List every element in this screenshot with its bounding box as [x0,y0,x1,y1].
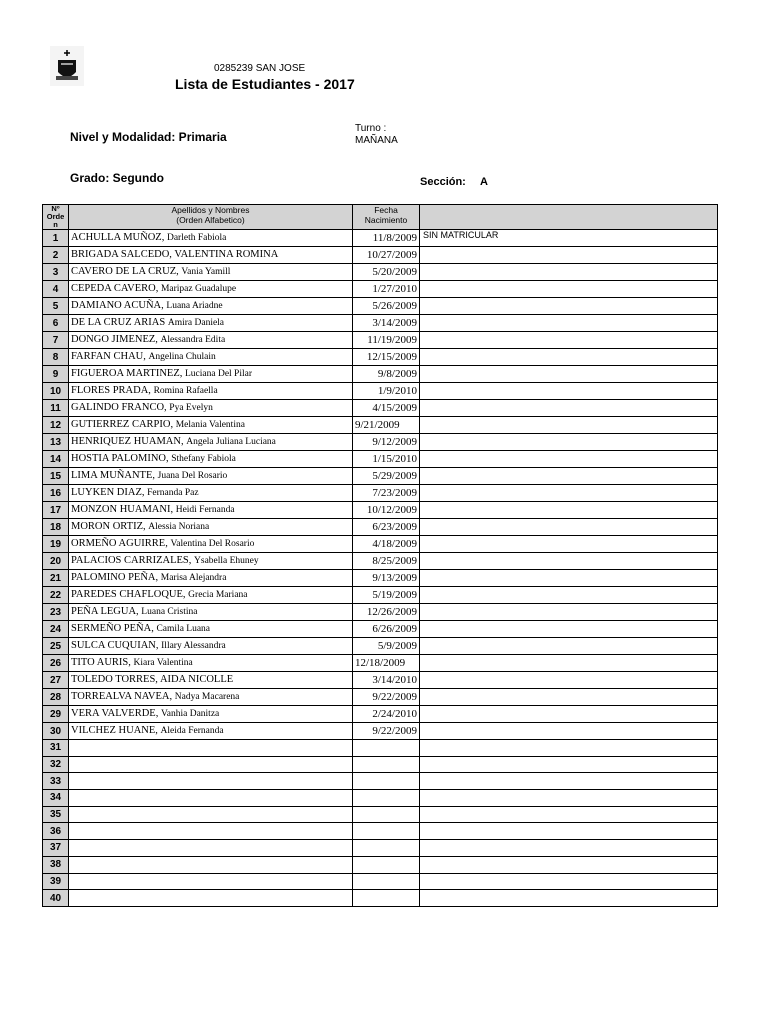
table-row [43,890,718,907]
student-name [69,689,353,706]
student-surname: DE LA CRUZ ARIAS [71,317,166,328]
row-number: 37 [43,840,69,857]
student-surname: GALINDO FRANCO, [71,402,167,413]
birth-date: 11/8/2009 [353,230,420,247]
observation [420,604,718,621]
student-surname: FLORES PRADA, [71,385,151,396]
table-row [43,689,718,706]
student-given-names: Maripaz Guadalupe [160,284,237,294]
observation [420,451,718,468]
student-given-names: Valentina Del Rosario [170,539,255,549]
table-row [43,873,718,890]
observation [420,264,718,281]
observation [420,315,718,332]
table-row [43,840,718,857]
student-name [69,434,353,451]
col-header-date-line2: Nacimiento [364,215,408,225]
student-name [69,536,353,553]
observation [420,655,718,672]
table-header-row [43,205,718,230]
birth-date: 11/19/2009 [353,332,420,349]
birth-date: 5/20/2009 [353,264,420,281]
row-number: 35 [43,806,69,823]
observation [420,740,718,757]
row-number: 14 [43,451,69,468]
table-row [43,519,718,536]
row-number: 32 [43,756,69,773]
student-name [69,672,353,689]
student-surname: VILCHEZ HUANE, [71,725,158,736]
student-given-names: Sthefany Fabiola [171,454,236,464]
birth-date: 6/23/2009 [353,519,420,536]
student-name [69,502,353,519]
table-row [43,638,718,655]
observation [420,298,718,315]
birth-date [353,756,420,773]
birth-date: 10/27/2009 [353,247,420,264]
student-given-names: Romina Rafaella [153,386,218,396]
student-name [69,264,353,281]
table-body [43,230,718,907]
row-number: 28 [43,689,69,706]
student-given-names: Melania Valentina [175,420,245,430]
col-header-name-line1: Apellidos y Nombres [171,205,250,215]
birth-date: 8/25/2009 [353,553,420,570]
col-header-date [353,205,420,230]
table-row [43,604,718,621]
table-row [43,570,718,587]
observation [420,349,718,366]
table-row [43,400,718,417]
student-given-names: Ysabella Ehuney [194,556,259,566]
observation [420,366,718,383]
birth-date: 5/26/2009 [353,298,420,315]
grado-label: Grado: Segundo [70,171,164,185]
student-given-names: Pya Evelyn [169,403,213,413]
student-name [69,723,353,740]
row-number: 20 [43,553,69,570]
student-given-names: Grecia Mariana [188,590,248,600]
observation [420,621,718,638]
student-name [69,706,353,723]
seccion-value: A [480,176,488,188]
student-surname: PAREDES CHAFLOQUE, [71,589,186,600]
table-row [43,366,718,383]
birth-date: 1/27/2010 [353,281,420,298]
student-name [69,366,353,383]
row-number: 4 [43,281,69,298]
birth-date: 5/29/2009 [353,468,420,485]
student-name [69,773,353,790]
student-name [69,417,353,434]
observation [420,281,718,298]
birth-date [353,856,420,873]
student-surname: HOSTIA PALOMINO, [71,453,169,464]
student-surname: DONGO JIMENEZ, [71,334,158,345]
row-number: 5 [43,298,69,315]
birth-date: 7/23/2009 [353,485,420,502]
row-number: 34 [43,790,69,807]
turno-value: MAÑANA [355,135,398,146]
student-given-names: Luana Cristina [141,607,198,617]
student-given-names: Nadya Macarena [174,692,240,702]
table-row [43,806,718,823]
student-name [69,383,353,400]
student-given-names: Amira Daniela [167,318,225,328]
birth-date: 5/9/2009 [353,638,420,655]
col-header-name-line2: (Orden Alfabetico) [176,215,245,225]
birth-date: 9/13/2009 [353,570,420,587]
student-surname: TITO AURIS, [71,657,131,668]
birth-date: 5/19/2009 [353,587,420,604]
observation [420,468,718,485]
observation [420,840,718,857]
row-number: 24 [43,621,69,638]
birth-date: 9/12/2009 [353,434,420,451]
student-name [69,553,353,570]
student-name [69,587,353,604]
student-surname: HENRIQUEZ HUAMAN, [71,436,184,447]
birth-date [353,806,420,823]
student-surname: ORMEÑO AGUIRRE, [71,538,168,549]
observation [420,856,718,873]
birth-date: 1/15/2010 [353,451,420,468]
student-name [69,315,353,332]
table-row [43,264,718,281]
row-number: 17 [43,502,69,519]
table-row [43,536,718,553]
page-title: Lista de Estudiantes - 2017 [175,76,355,92]
student-surname: LIMA MUÑANTE, [71,470,155,481]
student-name [69,400,353,417]
row-number: 7 [43,332,69,349]
birth-date: 9/21/2009 [353,417,420,434]
student-surname: PALOMINO PEÑA, [71,572,159,583]
table-row [43,485,718,502]
observation [420,400,718,417]
table-row [43,451,718,468]
row-number: 33 [43,773,69,790]
col-header-name [69,205,353,230]
table-row [43,773,718,790]
observation [420,536,718,553]
student-name [69,604,353,621]
table-row [43,856,718,873]
row-number: 21 [43,570,69,587]
observation [420,638,718,655]
birth-date [353,840,420,857]
birth-date: 12/15/2009 [353,349,420,366]
row-number: 30 [43,723,69,740]
student-given-names: Vanhia Danitza [160,709,220,719]
observation [420,519,718,536]
birth-date [353,773,420,790]
student-given-names: Angelina Chulain [148,352,216,362]
student-given-names: Fernanda Paz [147,488,199,498]
row-number: 16 [43,485,69,502]
row-number: 26 [43,655,69,672]
table-row [43,587,718,604]
observation [420,434,718,451]
col-header-date-line1: Fecha [374,205,398,215]
table-row [43,230,718,247]
observation [420,485,718,502]
row-number: 27 [43,672,69,689]
row-number: 31 [43,740,69,757]
table-row [43,315,718,332]
student-name [69,281,353,298]
student-given-names: Alessia Noriana [148,522,210,532]
table-row [43,502,718,519]
student-surname: DAMIANO ACUÑA, [71,300,164,311]
birth-date: 4/18/2009 [353,536,420,553]
observation [420,553,718,570]
student-name [69,451,353,468]
student-surname: PALACIOS CARRIZALES, [71,555,192,566]
student-surname: PEÑA LEGUA, [71,606,139,617]
birth-date: 4/15/2009 [353,400,420,417]
student-surname: GUTIERREZ CARPIO, [71,419,174,430]
row-number: 3 [43,264,69,281]
table-row [43,706,718,723]
table-row [43,349,718,366]
observation [420,806,718,823]
table-row [43,281,718,298]
student-name [69,519,353,536]
row-number: 1 [43,230,69,247]
student-surname: FARFAN CHAU, [71,351,146,362]
table-row [43,621,718,638]
student-given-names: Heidi Fernanda [175,505,235,515]
student-surname: CAVERO DE LA CRUZ, [71,266,179,277]
observation [420,873,718,890]
student-name [69,485,353,502]
row-number: 22 [43,587,69,604]
birth-date: 2/24/2010 [353,706,420,723]
observation [420,790,718,807]
birth-date [353,790,420,807]
student-name [69,230,353,247]
birth-date [353,740,420,757]
table-row [43,672,718,689]
student-given-names: Luana Ariadne [166,301,223,311]
student-surname: VERA VALVERDE, [71,708,159,719]
birth-date: 3/14/2010 [353,672,420,689]
birth-date: 10/12/2009 [353,502,420,519]
student-name [69,790,353,807]
observation [420,587,718,604]
student-given-names: Darleth Fabiola [166,233,227,243]
student-given-names: Luciana Del Pilar [185,369,253,379]
row-number: 9 [43,366,69,383]
student-given-names: Camila Luana [156,624,211,634]
table-row [43,417,718,434]
student-given-names: Alessandra Edita [160,335,226,345]
student-name [69,856,353,873]
student-name [69,570,353,587]
school-name: 0285239 SAN JOSE [214,63,306,74]
student-name [69,873,353,890]
student-surname: LUYKEN DIAZ, [71,487,145,498]
student-name [69,298,353,315]
student-given-names: Angela Juliana Luciana [186,437,276,447]
school-crest-logo [50,46,84,86]
row-number: 11 [43,400,69,417]
row-number: 8 [43,349,69,366]
row-number: 36 [43,823,69,840]
observation [420,890,718,907]
birth-date: 9/22/2009 [353,689,420,706]
student-surname: CEPEDA CAVERO, [71,283,159,294]
nivel-modalidad: Nivel y Modalidad: Primaria [70,130,227,144]
row-number: 40 [43,890,69,907]
row-number: 12 [43,417,69,434]
table-row [43,740,718,757]
birth-date: 9/22/2009 [353,723,420,740]
student-name [69,349,353,366]
student-name [69,638,353,655]
student-name [69,823,353,840]
student-name [69,806,353,823]
birth-date: 3/14/2009 [353,315,420,332]
table-row [43,823,718,840]
observation [420,756,718,773]
observation [420,723,718,740]
student-name [69,468,353,485]
birth-date: 9/8/2009 [353,366,420,383]
table-row [43,332,718,349]
student-surname: MORON ORTIZ, [71,521,146,532]
table-row [43,298,718,315]
observation [420,383,718,400]
birth-date: 12/18/2009 [353,655,420,672]
observation [420,417,718,434]
student-surname: BRIGADA SALCEDO, VALENTINA ROMINA [71,249,279,260]
birth-date [353,873,420,890]
student-roster-table [42,204,718,907]
observation [420,247,718,264]
student-given-names: Juana Del Rosario [157,471,228,481]
student-given-names: Kiara Valentina [133,658,193,668]
row-number: 10 [43,383,69,400]
student-surname: TORREALVA NAVEA, [71,691,173,702]
table-row [43,468,718,485]
table-row [43,434,718,451]
birth-date [353,823,420,840]
student-given-names: Aleida Fernanda [160,726,224,736]
observation [420,570,718,587]
observation [420,689,718,706]
student-surname: ACHULLA MUÑOZ, [71,232,165,243]
row-number: 29 [43,706,69,723]
birth-date: 1/9/2010 [353,383,420,400]
student-name [69,890,353,907]
birth-date: 12/26/2009 [353,604,420,621]
observation: SIN MATRICULAR [420,230,718,247]
birth-date: 6/26/2009 [353,621,420,638]
student-surname: TOLEDO TORRES, AIDA NICOLLE [71,674,234,685]
student-name [69,840,353,857]
seccion-label: Sección: [420,176,466,188]
table-row [43,756,718,773]
student-surname: FIGUEROA MARTINEZ, [71,368,183,379]
student-name [69,655,353,672]
observation [420,672,718,689]
row-number: 13 [43,434,69,451]
row-number: 18 [43,519,69,536]
student-name [69,621,353,638]
table-row [43,553,718,570]
student-given-names: Marisa Alejandra [160,573,227,583]
col-header-observations [420,205,718,230]
student-name [69,756,353,773]
student-name [69,247,353,264]
observation [420,332,718,349]
observation [420,706,718,723]
row-number: 2 [43,247,69,264]
turno-label: Turno : [355,123,387,134]
student-surname: SULCA CUQUIAN, [71,640,159,651]
row-number: 19 [43,536,69,553]
row-number: 39 [43,873,69,890]
row-number: 25 [43,638,69,655]
student-surname: MONZON HUAMANI, [71,504,174,515]
birth-date [353,890,420,907]
row-number: 15 [43,468,69,485]
row-number: 23 [43,604,69,621]
student-name [69,332,353,349]
observation [420,823,718,840]
row-number: 6 [43,315,69,332]
observation [420,502,718,519]
student-given-names: Vania Yamill [181,267,231,277]
table-row [43,247,718,264]
table-row [43,723,718,740]
row-number: 38 [43,856,69,873]
student-name [69,740,353,757]
table-row [43,655,718,672]
col-header-number: Nº Orde n [43,205,69,230]
student-given-names: Illary Alessandra [161,641,226,651]
table-row [43,790,718,807]
table-row [43,383,718,400]
observation [420,773,718,790]
student-surname: SERMEÑO PEÑA, [71,623,154,634]
